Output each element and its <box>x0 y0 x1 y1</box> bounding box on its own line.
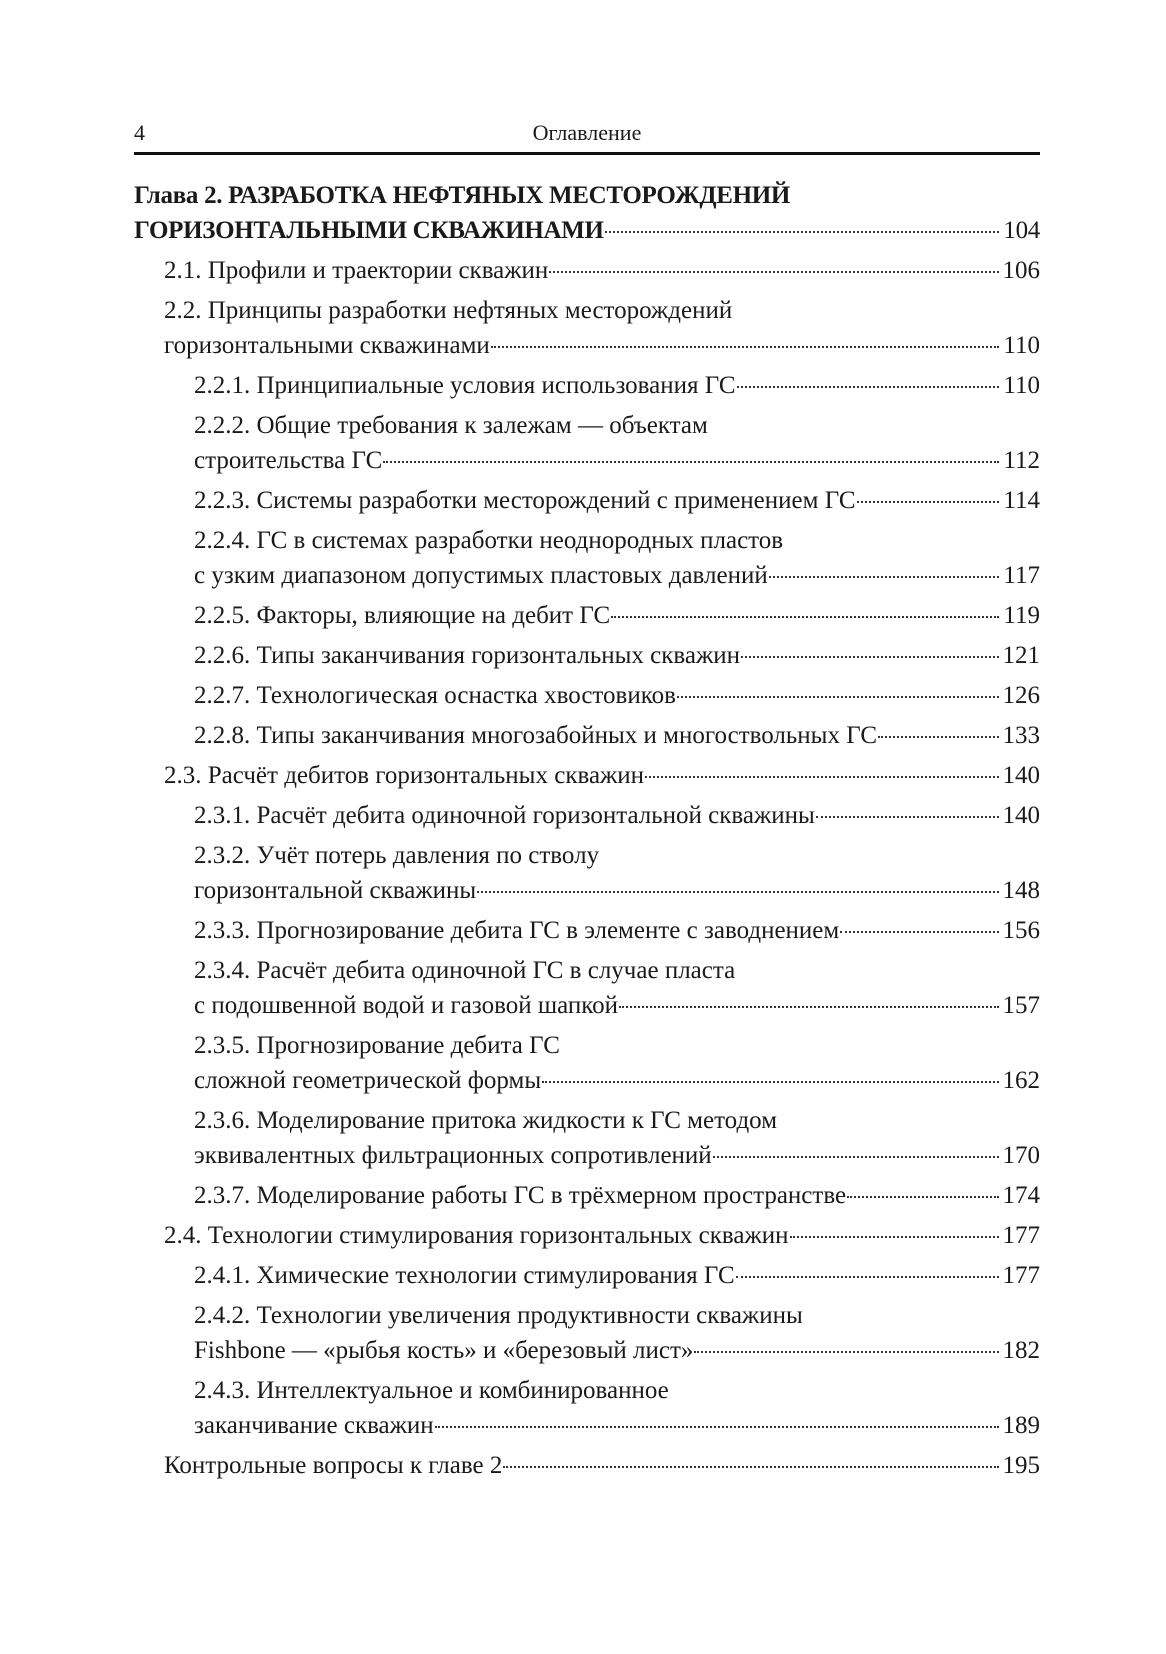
toc-entry-row <box>194 368 1040 403</box>
toc-entry-title: 2.3.7. Моделирование работы ГС в трёхмерном пространстве <box>194 1182 847 1209</box>
toc-entry-title: 2.4. Технологии стимулирования горизонтальных скважин <box>164 1222 789 1249</box>
toc-page-number: 182 <box>1002 1337 1040 1364</box>
toc-entry-title: 2.2.1. Принципиальные условия использования ГС <box>194 372 736 399</box>
toc-page-number: 114 <box>1003 487 1040 514</box>
toc-entry[interactable] <box>134 483 1040 518</box>
dot-leader <box>713 1156 999 1158</box>
toc-entry[interactable] <box>134 678 1040 713</box>
toc-entry-row <box>194 483 1040 518</box>
toc-entry-title-line: 2.3.6. Моделирование притока жидкости к ГС методом <box>194 1107 778 1134</box>
toc-entry-title: сложной геометрической формы <box>194 1067 542 1094</box>
toc-entry-row <box>194 1408 1040 1443</box>
toc-entry-row <box>194 443 1040 478</box>
toc-entry[interactable] <box>134 598 1040 633</box>
toc-entry-title: строительства ГС <box>194 447 383 474</box>
toc-entry-title: горизонтальными скважинами <box>164 332 490 359</box>
toc-entry-row <box>164 253 1040 288</box>
toc-entry-title: ГОРИЗОНТАЛЬНЫМИ СКВАЖИНАМИ <box>134 217 604 244</box>
dot-leader <box>549 271 999 273</box>
toc-entry-title-line: 2.2.2. Общие требования к залежам — объектам <box>194 412 708 439</box>
toc-entry-title-line: 2.4.2. Технологии увеличения продуктивности скважины <box>194 1302 803 1329</box>
toc-entry-title-line: 2.2. Принципы разработки нефтяных месторождений <box>164 297 733 324</box>
toc-entry[interactable] <box>134 368 1040 403</box>
toc-entry-title: 2.2.6. Типы заканчивания горизонтальных скважин <box>194 642 741 669</box>
toc-entry-title: заканчивание скважин <box>194 1412 434 1439</box>
toc-page-number: 189 <box>1002 1412 1040 1439</box>
toc-entry-title-line: 2.2.4. ГС в системах разработки неоднородных пластов <box>194 527 784 554</box>
toc-page-number: 156 <box>1002 917 1040 944</box>
dot-leader <box>847 1196 999 1198</box>
toc-entry-row <box>194 718 1040 753</box>
toc-entry-row <box>164 758 1040 793</box>
toc-entry[interactable] <box>134 838 1040 908</box>
toc-page-number: 133 <box>1002 722 1040 749</box>
dot-leader <box>840 931 999 933</box>
toc-entry[interactable] <box>134 1028 1040 1098</box>
toc-entry-title-line: Глава 2. РАЗРАБОТКА НЕФТЯНЫХ МЕСТОРОЖДЕНИЙ <box>134 182 791 209</box>
toc-entry-row <box>194 598 1040 633</box>
running-head: Оглавление <box>532 120 642 145</box>
toc-entry[interactable] <box>134 523 1040 593</box>
toc-entry-title-line: 2.3.4. Расчёт дебита одиночной ГС в случае пласта <box>194 957 736 984</box>
toc-entry-row <box>194 988 1040 1023</box>
toc-entry[interactable] <box>134 953 1040 1023</box>
page-header <box>134 116 1040 155</box>
toc-page-number: 104 <box>1003 217 1040 244</box>
toc-page-number: 195 <box>1002 1452 1040 1479</box>
dot-leader <box>677 696 999 698</box>
toc-entry[interactable] <box>134 638 1040 673</box>
toc-entry[interactable] <box>134 253 1040 288</box>
toc-entry-title-line: 2.3.5. Прогнозирование дебита ГС <box>194 1032 560 1059</box>
toc-entry[interactable] <box>134 1258 1040 1293</box>
dot-leader <box>542 1081 999 1083</box>
dot-leader <box>383 461 999 463</box>
toc-entry-title: с узким диапазоном допустимых пластовых давлений <box>194 562 768 589</box>
toc-page-number: 140 <box>1002 762 1040 789</box>
dot-leader <box>857 501 1000 503</box>
dot-leader <box>736 1276 999 1278</box>
dot-leader <box>741 656 999 658</box>
toc-page-number: 177 <box>1002 1262 1040 1289</box>
toc-entry-row <box>164 328 1040 363</box>
toc-entry-title: 2.4.1. Химические технологии стимулирования ГС <box>194 1262 735 1289</box>
table-of-contents <box>134 178 1040 1488</box>
dot-leader <box>435 1426 999 1428</box>
dot-leader <box>790 1236 1000 1238</box>
dot-leader <box>611 616 999 618</box>
toc-entry[interactable] <box>134 758 1040 793</box>
toc-entry[interactable] <box>134 178 1040 248</box>
toc-entry[interactable] <box>134 1178 1040 1213</box>
toc-entry-title-line: 2.3.2. Учёт потерь давления по стволу <box>194 842 600 869</box>
toc-entry-title: Контрольные вопросы к главе 2 <box>164 1452 503 1479</box>
toc-entry-row <box>164 1218 1040 1253</box>
toc-page-number: 174 <box>1002 1182 1040 1209</box>
toc-entry-row <box>134 213 1040 248</box>
toc-entry-row <box>194 1063 1040 1098</box>
toc-entry-title-line: 2.4.3. Интеллектуальное и комбинированное <box>194 1377 669 1404</box>
toc-entry[interactable] <box>134 408 1040 478</box>
dot-leader <box>619 1006 999 1008</box>
toc-entry[interactable] <box>134 1103 1040 1173</box>
toc-entry-row <box>194 1178 1040 1213</box>
page-number: 4 <box>134 120 145 145</box>
toc-entry-title: 2.2.5. Факторы, влияющие на дебит ГС <box>194 602 611 629</box>
toc-page-number: 157 <box>1002 992 1040 1019</box>
toc-entry-row <box>194 873 1040 908</box>
toc-entry-row <box>194 678 1040 713</box>
toc-page-number: 126 <box>1002 682 1040 709</box>
toc-entry-row <box>194 1138 1040 1173</box>
toc-entry-title: 2.1. Профили и траектории скважин <box>164 257 549 284</box>
toc-entry[interactable] <box>134 1373 1040 1443</box>
toc-entry-row <box>194 798 1040 833</box>
toc-entry[interactable] <box>134 1298 1040 1368</box>
toc-entry[interactable] <box>134 798 1040 833</box>
toc-entry-title: с подошвенной водой и газовой шапкой <box>194 992 618 1019</box>
dot-leader <box>503 1466 999 1468</box>
dot-leader <box>477 891 999 893</box>
dot-leader <box>769 576 999 578</box>
dot-leader <box>605 231 999 233</box>
toc-entry[interactable] <box>134 913 1040 948</box>
dot-leader <box>878 736 999 738</box>
dot-leader <box>491 346 999 348</box>
toc-entry-row <box>194 913 1040 948</box>
toc-entry-title: эквивалентных фильтрационных сопротивлений <box>194 1142 712 1169</box>
toc-page-number: 170 <box>1002 1142 1040 1169</box>
toc-entry[interactable] <box>134 718 1040 753</box>
toc-entry[interactable] <box>134 293 1040 363</box>
toc-page-number: 140 <box>1002 802 1040 829</box>
toc-entry-row <box>164 1448 1040 1483</box>
toc-page-number: 148 <box>1002 877 1040 904</box>
toc-entry-title: 2.3. Расчёт дебитов горизонтальных скважин <box>164 762 645 789</box>
toc-entry-title: 2.3.1. Расчёт дебита одиночной горизонтальной скважины <box>194 802 815 829</box>
toc-entry-row <box>194 1333 1040 1368</box>
dot-leader <box>645 776 999 778</box>
toc-entry-title: 2.2.7. Технологическая оснастка хвостовиков <box>194 682 676 709</box>
toc-page-number: 110 <box>1003 332 1040 359</box>
toc-entry-title: 2.3.3. Прогнозирование дебита ГС в элементе с заводнением <box>194 917 840 944</box>
toc-entry-row <box>194 1258 1040 1293</box>
toc-page-number: 177 <box>1002 1222 1040 1249</box>
toc-entry-title: 2.2.8. Типы заканчивания многозабойных и многоствольных ГС <box>194 722 878 749</box>
toc-page-number: 106 <box>1002 257 1040 284</box>
dot-leader <box>694 1351 999 1353</box>
toc-page-number: 121 <box>1002 642 1040 669</box>
dot-leader <box>737 386 999 388</box>
toc-page-number: 162 <box>1002 1067 1040 1094</box>
toc-page-number: 119 <box>1003 602 1040 629</box>
dot-leader <box>816 816 999 818</box>
toc-page-number: 112 <box>1003 447 1040 474</box>
toc-entry-title: Fishbone — «рыбья кость» и «березовый лист» <box>194 1337 694 1364</box>
toc-entry-row <box>194 558 1040 593</box>
toc-entry[interactable] <box>134 1218 1040 1253</box>
toc-entry-row <box>194 638 1040 673</box>
toc-entry-title: горизонтальной скважины <box>194 877 477 904</box>
toc-page-number: 110 <box>1003 372 1040 399</box>
toc-entry[interactable] <box>134 1448 1040 1483</box>
toc-page-number: 117 <box>1003 562 1040 589</box>
toc-entry-title: 2.2.3. Системы разработки месторождений с применением ГС <box>194 487 856 514</box>
